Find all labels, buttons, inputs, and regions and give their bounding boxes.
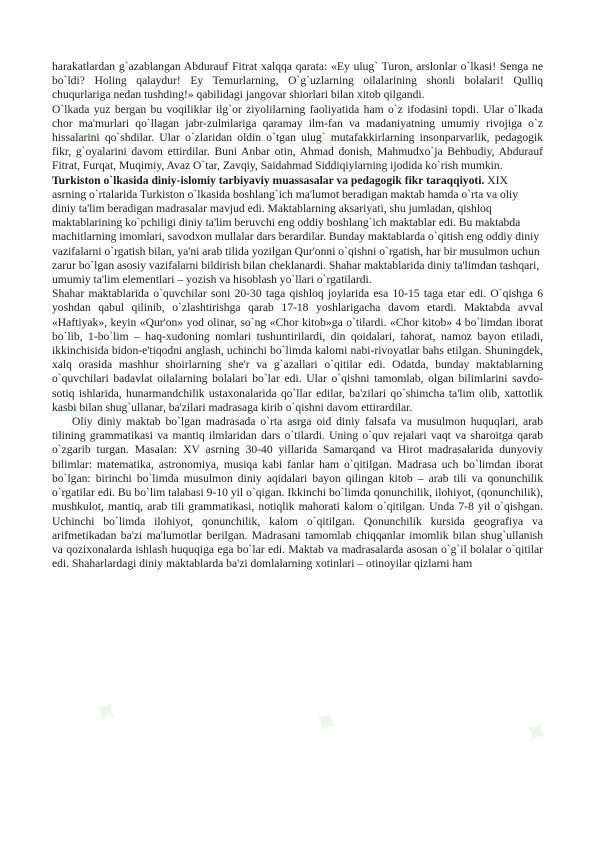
- watermark-glyph: ✦: [83, 689, 133, 735]
- watermark-glyph: ✦: [303, 699, 353, 745]
- section-heading: Turkiston o`lkasida diniy-islomiy tarbiyaviy muassasalar va pedagogik fikr taraqqiyoti.: [52, 173, 485, 187]
- paragraph-5: Oliy diniy maktab bo`lgan madrasada o`rta asrga oid diniy falsafa va musulmon huquqlari, arab tilining grammatikasi va mantiq ilmlaridan dars o`tilardi. Uning o`quv rejalari vaqt va sharoitga qarab o`zgarib turgan. Masalan: XV asrning 30-40 yillarida Samarqand va Hirot madrasalarida dunyoviy bilimlar: matematika, astronomiya, musiqa kabi fanlar ham o`qitilgan. Madrasa uch bo`limdan iborat bo`lgan: birinchi bo`limda musulmon diniy aqidalari bayon qilingan kitob – arab tili va qonunchilik o`rgatilar edi. Bu bo`lim talabasi 9-10 yil o`qigan. Ikkinchi bo`limda qonunchilik, ilohiyot, (qonunchilik), mushkulot, mantiq, arab tili grammatikasi, notiqlik mahorati kalom o`qitilgan. Unda 7-8 yil o`qishgan. Uchinchi bo`limda ilohiyot, qonunchilik, kalom o`qitilgan. Qonunchilik kursida geografiya va arifmetikadan ba'zi ma'lumotlar berilgan. Madrasani tamomlab chiqqanlar imomlik bilan shug`ullanish va qozixonalarda ishlash huquqiga ega bo`lar edi. Maktab va madrasalarda asosan o`g`il bolalar o`qitilar edi. Shaharlardagi diniy maktablarda ba'zi domlalarning xotinlari – otinoyilar qizlarni ham: [52, 415, 543, 571]
- document-body: [52, 60, 543, 571]
- section-body: XIX asrning o`rtalarida Turkiston o`lkasida boshlang`ich ma'lumot beradigan maktab hamda o`rta va oliy diniy ta'lim beradigan madrasalar mavjud edi. Maktablarning aksariyati, shu jumladan, qishloq maktablarining ko`pchiligi diniy ta'lim beruvchi eng oddiy boshlang`ich maktablar edi. Bu maktabda machitlarning imomlari, savodxon mullalar dars berardilar. Bunday maktablarda o`qitish eng oddiy diniy vazifalarni o`rgatish bilan, ya'ni arab tilida yozilgan Qur'onni o`qishni o`rgatish, har bir musulmon uchun zarur bo`lgan asosiy vazifalarni bildirish bilan cheklanardi. Shahar maktablarida diniy ta'limdan tashqari, umumiy ta'lim elementlari – yozish va hisoblash yo`llari o`rgatilardi.: [52, 173, 540, 287]
- watermark-glyph: ✦: [513, 709, 563, 755]
- paragraph-3: [52, 174, 543, 288]
- paragraph-2: O`lkada yuz bergan bu voqiliklar ilg`or ziyolilarning faoliyatida ham o`z ifodasini topdi. Ular o`lkada chor ma'murlari qo`llagan jabr-zulmlariga qaramay ilm-fan va madaniyatning umumiy rivojiga o`z hissalarini qo`shdilar. Ular o`zlaridan oldin o`tgan ulug` mutafakkirlarning insonparvarlik, pedagogik fikr, g`oyalarini davom ettirdilar. Buni Anbar otin, Ahmad donish, Mahmudxo`ja Behbudiy, Abdurauf Fitrat, Furqat, Muqimiy, Avaz O`tar, Zavqiy, Saidahmad Siddiqiylarning ijodida ko`rish mumkin.: [52, 102, 543, 173]
- paragraph-4: Shahar maktablarida o`quvchilar soni 20-30 taga qishloq joylarida esa 10-15 taga etar edi. O`qishga 6 yoshdan qabul qilinib, o`zlashtirishga qarab 17-18 yoshlarigacha davom etardi. Maktabda avval «Haftiyak», keyin «Qur'on» yod olinar, so`ng «Chor kitob»ga o`tilardi. «Chor kitob» 4 bo`limdan iborat bo`lib, 1-bo`lim – haq-xudoning nomlari tushuntirilardi, din qoidalari, tahorat, namoz bayon etiladi, ikkinchisida bidon-e'tiqodni anglash, uchinchi bo`limda kalomi nabi-rivoyatlar bahs etilgan. Shuningdek, xalq orasida mashhur shoirlarning she'r va g`azallari o`qitilar edi. Odatda, bunday maktablarning o`quvchilari badavlat oilalarning bolalari bo`lar edi. Ular o`qishni tamomlab, olgan bilimlarini savdo-sotiq ishlarida, hunarmandchilik ustaxonalarida qo`llar edilar, ba'zilari qo`shimcha ta'lim olib, xattotlik kasbi bilan shug`ullanar, ba'zilari madrasaga kirib o`qishni davom ettirardilar.: [52, 287, 543, 414]
- watermark-glyph: ✦: [53, 389, 103, 435]
- watermark-glyph: ✦: [273, 399, 323, 445]
- watermark-glyph: ✦: [493, 409, 543, 455]
- watermark-glyph: ✦: [303, 119, 353, 165]
- paragraph-1: harakatlardan g`azablangan Abdurauf Fitrat xalqqa qarata: «Ey ulug` Turon, arslonlar o`lkasi! Senga ne bo`ldi? Holing qalaydur! Ey Temurlarning, O`g`uzlarning oilalarining shonli bolalari! Qulliq chuqurlariga nedan tushding!» qabilidagi jangovar shiorlari bilan xitob qilgandi.: [52, 60, 543, 102]
- watermark-glyph: ✦: [68, 109, 118, 155]
